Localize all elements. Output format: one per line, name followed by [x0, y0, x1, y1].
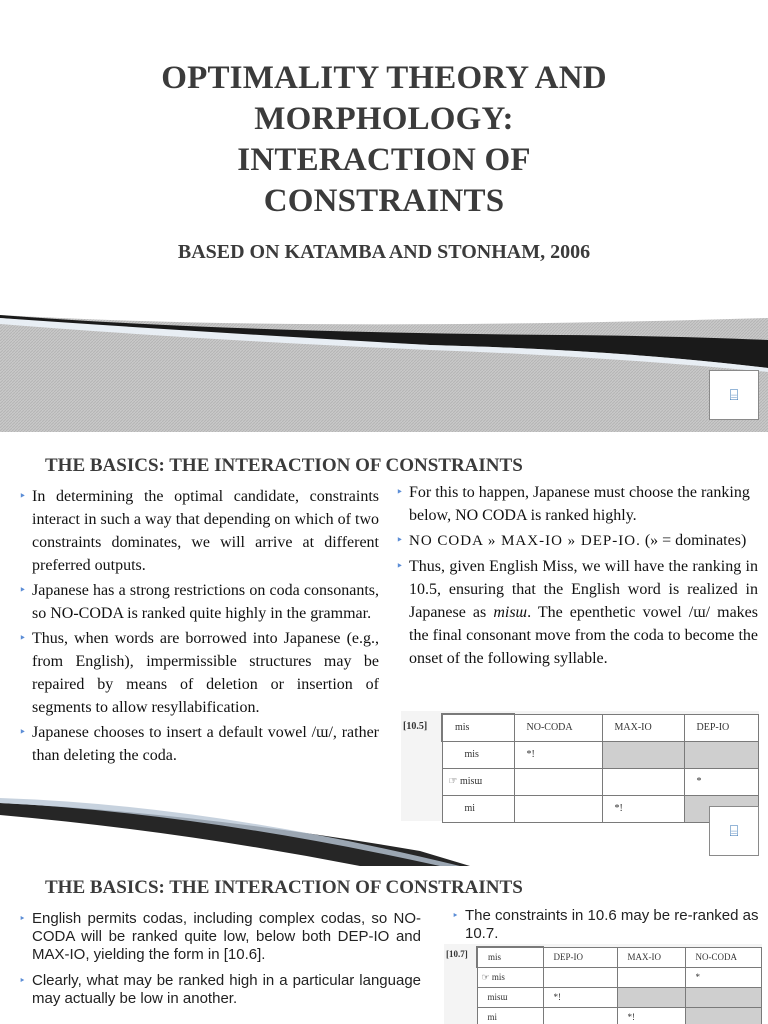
- slide-heading: THE BASICS: THE INTERACTION OF CONSTRAINTS: [45, 877, 523, 898]
- bullet-item: ‣ Clearly, what may be ranked high in a particular language may actually be low in another.: [19, 972, 421, 1007]
- table-cell: NO-CODA: [514, 714, 602, 741]
- tableau-header-row: [477, 947, 762, 967]
- bullet-marker-icon: ‣: [19, 631, 27, 645]
- title-line: CONSTRAINTS: [263, 183, 505, 219]
- slide-icon: ⌸: [729, 386, 739, 404]
- table-cell: misɯ: [477, 987, 543, 1007]
- title-line: INTERACTION OF: [237, 142, 531, 178]
- table-cell: *!: [543, 987, 617, 1007]
- right-column: [396, 481, 758, 670]
- table-cell: [543, 967, 617, 987]
- slide-subtitle: BASED ON KATAMBA AND STONHAM, 2006: [177, 241, 591, 263]
- table-cell: mis: [442, 714, 514, 741]
- left-column: [19, 485, 379, 767]
- slide-interaction-constraints-2: [0, 866, 768, 1024]
- bullet-item: ‣ In determining the optimal candidate, constraints interact in such a way that depending on which of two constraints dominates, we will arrive at different preferred outputs.: [19, 485, 379, 577]
- table-cell: ☞ mis: [477, 967, 543, 987]
- table-cell: *!: [602, 795, 684, 822]
- table-cell: [543, 1007, 617, 1024]
- slide-icon: ⌸: [729, 822, 739, 840]
- bullet-marker-icon: ‣: [396, 485, 404, 499]
- tableau-header-row: [442, 714, 759, 741]
- table-row: [442, 741, 759, 768]
- table-cell: [602, 741, 684, 768]
- table-cell: *: [685, 967, 762, 987]
- table-cell: [617, 987, 685, 1007]
- table-cell: *!: [514, 741, 602, 768]
- bullet-marker-icon: ‣: [396, 533, 404, 547]
- table-row: [477, 1007, 762, 1024]
- table-cell: mi: [442, 795, 514, 822]
- table-cell: MAX-IO: [617, 947, 685, 967]
- table-cell: [617, 967, 685, 987]
- table-cell: [685, 1007, 762, 1024]
- bullet-item: ‣ Japanese has a strong restrictions on coda consonants, so NO-CODA is ranked quite highly in the grammar.: [19, 579, 379, 625]
- bullet-marker-icon: ‣: [19, 489, 27, 503]
- bullet-marker-icon: ‣: [452, 909, 459, 922]
- table-cell: DEP-IO: [684, 714, 759, 741]
- table-cell: mis: [477, 947, 543, 967]
- bullet-marker-icon: ‣: [19, 725, 27, 739]
- slide-nav-button[interactable]: [709, 370, 759, 420]
- table-cell: MAX-IO: [602, 714, 684, 741]
- bullet-item: ‣ Thus, given English Miss, we will have the ranking in 10.5, ensuring that the English word is realized in Japanese as misɯ. The epenthetic vowel /ɯ/ makes the final consonant move from the coda to become the onset of the following syllable.: [396, 555, 758, 670]
- bullet-marker-icon: ‣: [19, 583, 27, 597]
- bullet-item: ‣ The constraints in 10.6 may be re-ranked as 10.7.: [452, 907, 759, 942]
- decorative-swoosh: [0, 290, 768, 432]
- slide-title: [0, 58, 768, 222]
- slide-nav-button[interactable]: [709, 806, 759, 856]
- table-cell: NO-CODA: [685, 947, 762, 967]
- bullet-marker-icon: ‣: [19, 912, 26, 925]
- left-column: [19, 910, 421, 1008]
- table-cell: [684, 741, 759, 768]
- table-row: [477, 987, 762, 1007]
- table-cell: *: [684, 768, 759, 795]
- bullet-marker-icon: ‣: [19, 974, 26, 987]
- bullet-item: ‣ Japanese chooses to insert a default vowel /ɯ/, rather than deleting the coda.: [19, 721, 379, 767]
- slide-interaction-constraints: [0, 433, 768, 866]
- bullet-item: ‣ NO CODA » MAX-IO » DEP-IO. (» = dominates): [396, 529, 758, 553]
- right-column: [452, 907, 762, 943]
- title-line: MORPHOLOGY:: [254, 101, 514, 137]
- bullet-item: ‣ Thus, when words are borrowed into Japanese (e.g., from English), impermissible structures may be repaired by means of deletion or insertion of segments to allow resyllabification.: [19, 627, 379, 719]
- tableau-table: [476, 946, 762, 1024]
- constraint-ranking: NO CODA » MAX-IO » DEP-IO.: [409, 533, 641, 549]
- table-cell: mis: [442, 741, 514, 768]
- tableau-label: [10.7]: [446, 949, 468, 959]
- title-slide: [0, 0, 768, 432]
- table-cell: ☞ misɯ: [442, 768, 514, 795]
- table-cell: mi: [477, 1007, 543, 1024]
- table-cell: DEP-IO: [543, 947, 617, 967]
- tableau-10-7: [444, 944, 762, 1024]
- table-cell: [685, 987, 762, 1007]
- table-row: [477, 967, 762, 987]
- slide-heading: THE BASICS: THE INTERACTION OF CONSTRAINTS: [45, 455, 523, 476]
- table-cell: *!: [617, 1007, 685, 1024]
- bullet-marker-icon: ‣: [396, 559, 404, 573]
- tableau-label: [10.5]: [403, 721, 428, 732]
- bullet-item: ‣ For this to happen, Japanese must choose the ranking below, NO CODA is ranked highly.: [396, 481, 758, 527]
- decorative-swoosh: [0, 783, 768, 866]
- bullet-item: ‣ English permits codas, including complex codas, so NO-CODA will be ranked quite low, below both DEP-IO and MAX-IO, yielding the form in [10.6].: [19, 910, 421, 963]
- title-line: OPTIMALITY THEORY AND: [161, 60, 607, 96]
